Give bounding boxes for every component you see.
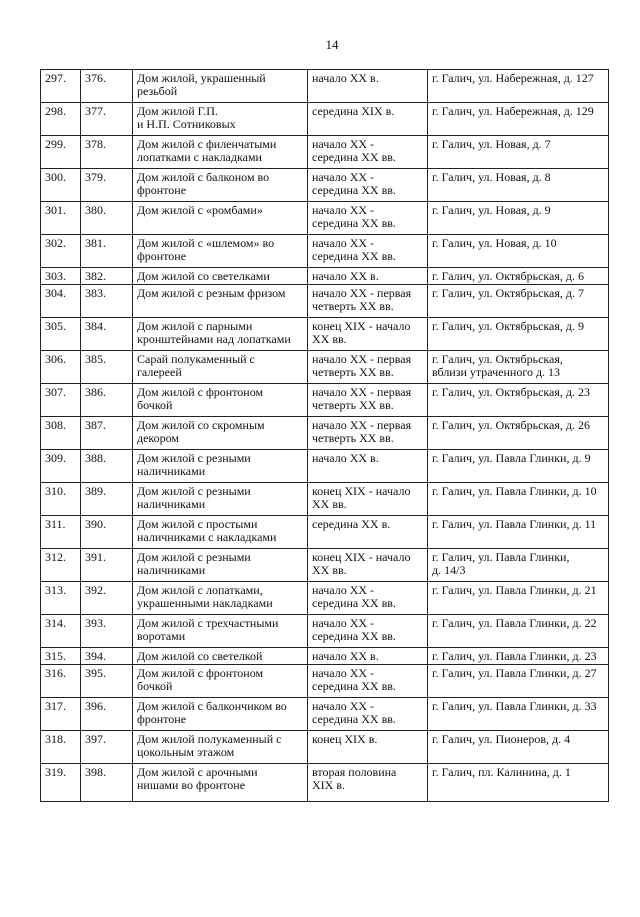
object-name-cell: Дом жилой со светелкой bbox=[133, 648, 308, 665]
registry-number-cell: 388. bbox=[81, 450, 133, 483]
table-row bbox=[41, 268, 609, 285]
row-number-cell: 299. bbox=[41, 136, 81, 169]
dating-cell: начало XX - первая четверть XX вв. bbox=[308, 417, 428, 450]
row-number-cell: 313. bbox=[41, 582, 81, 615]
row-number-cell: 314. bbox=[41, 615, 81, 648]
address-cell: г. Галич, ул. Павла Глинки, д. 23 bbox=[428, 648, 609, 665]
address-cell: г. Галич, ул. Октябрьская, д. 6 bbox=[428, 268, 609, 285]
registry-number-cell: 383. bbox=[81, 285, 133, 318]
registry-number-cell: 376. bbox=[81, 70, 133, 103]
dating-cell: начало XX - первая четверть XX вв. bbox=[308, 351, 428, 384]
table-body bbox=[41, 70, 609, 802]
table-row bbox=[41, 615, 609, 648]
registry-number-cell: 390. bbox=[81, 516, 133, 549]
registry-number-cell: 380. bbox=[81, 202, 133, 235]
object-name-cell: Дом жилой полукаменный с цокольным этажом bbox=[133, 731, 308, 764]
table-row bbox=[41, 582, 609, 615]
object-name-cell: Дом жилой с лопатками, украшенными накладками bbox=[133, 582, 308, 615]
dating-cell: начало XX в. bbox=[308, 648, 428, 665]
table-row bbox=[41, 103, 609, 136]
object-name-cell: Дом жилой со скромным декором bbox=[133, 417, 308, 450]
dating-cell: начало XX - середина XX вв. bbox=[308, 582, 428, 615]
object-name-cell: Дом жилой с балкончиком во фронтоне bbox=[133, 698, 308, 731]
registry-number-cell: 389. bbox=[81, 483, 133, 516]
table-row bbox=[41, 483, 609, 516]
row-number-cell: 310. bbox=[41, 483, 81, 516]
table-row bbox=[41, 235, 609, 268]
row-number-cell: 302. bbox=[41, 235, 81, 268]
object-name-cell: Дом жилой с филенчатыми лопатками с накладками bbox=[133, 136, 308, 169]
row-number-cell: 312. bbox=[41, 549, 81, 582]
object-name-cell: Дом жилой с фронтоном бочкой bbox=[133, 665, 308, 698]
registry-number-cell: 382. bbox=[81, 268, 133, 285]
dating-cell: начало XX - середина XX вв. bbox=[308, 169, 428, 202]
address-cell: г. Галич, ул. Павла Глинки, д. 22 bbox=[428, 615, 609, 648]
dating-cell: начало XX - первая четверть XX вв. bbox=[308, 384, 428, 417]
registry-number-cell: 377. bbox=[81, 103, 133, 136]
object-name-cell: Дом жилой с резными наличниками bbox=[133, 450, 308, 483]
row-number-cell: 311. bbox=[41, 516, 81, 549]
address-cell: г. Галич, ул. Октябрьская, вблизи утраченного д. 13 bbox=[428, 351, 609, 384]
registry-number-cell: 393. bbox=[81, 615, 133, 648]
dating-cell: середина XX в. bbox=[308, 516, 428, 549]
dating-cell: конец XIX в. bbox=[308, 731, 428, 764]
address-cell: г. Галич, ул. Павла Глинки, д. 14/3 bbox=[428, 549, 609, 582]
address-cell: г. Галич, ул. Октябрьская, д. 23 bbox=[428, 384, 609, 417]
row-number-cell: 317. bbox=[41, 698, 81, 731]
table-row bbox=[41, 698, 609, 731]
row-number-cell: 298. bbox=[41, 103, 81, 136]
registry-number-cell: 395. bbox=[81, 665, 133, 698]
object-name-cell: Дом жилой с «ромбами» bbox=[133, 202, 308, 235]
table-row bbox=[41, 136, 609, 169]
object-name-cell: Дом жилой с простыми наличниками с накладками bbox=[133, 516, 308, 549]
table-row bbox=[41, 731, 609, 764]
monuments-table bbox=[40, 69, 609, 802]
dating-cell: начало XX - середина XX вв. bbox=[308, 136, 428, 169]
address-cell: г. Галич, ул. Октябрьская, д. 26 bbox=[428, 417, 609, 450]
address-cell: г. Галич, ул. Новая, д. 8 bbox=[428, 169, 609, 202]
registry-number-cell: 396. bbox=[81, 698, 133, 731]
table-row bbox=[41, 169, 609, 202]
row-number-cell: 303. bbox=[41, 268, 81, 285]
row-number-cell: 315. bbox=[41, 648, 81, 665]
table-row bbox=[41, 285, 609, 318]
address-cell: г. Галич, ул. Новая, д. 7 bbox=[428, 136, 609, 169]
object-name-cell: Дом жилой, украшенный резьбой bbox=[133, 70, 308, 103]
dating-cell: начало XX в. bbox=[308, 450, 428, 483]
object-name-cell: Сарай полукаменный с галереей bbox=[133, 351, 308, 384]
row-number-cell: 316. bbox=[41, 665, 81, 698]
row-number-cell: 300. bbox=[41, 169, 81, 202]
dating-cell: начало XX - середина XX вв. bbox=[308, 615, 428, 648]
dating-cell: начало XX в. bbox=[308, 268, 428, 285]
dating-cell: начало XX - середина XX вв. bbox=[308, 202, 428, 235]
address-cell: г. Галич, ул. Павла Глинки, д. 33 bbox=[428, 698, 609, 731]
table-row bbox=[41, 318, 609, 351]
address-cell: г. Галич, ул. Набережная, д. 129 bbox=[428, 103, 609, 136]
object-name-cell: Дом жилой с резными наличниками bbox=[133, 483, 308, 516]
dating-cell: начало XX - первая четверть XX вв. bbox=[308, 285, 428, 318]
address-cell: г. Галич, ул. Набережная, д. 127 bbox=[428, 70, 609, 103]
address-cell: г. Галич, ул. Пионеров, д. 4 bbox=[428, 731, 609, 764]
object-name-cell: Дом жилой с резными наличниками bbox=[133, 549, 308, 582]
dating-cell: вторая половина XIX в. bbox=[308, 764, 428, 802]
dating-cell: конец XIX - начало XX вв. bbox=[308, 483, 428, 516]
table-row bbox=[41, 417, 609, 450]
registry-number-cell: 379. bbox=[81, 169, 133, 202]
registry-number-cell: 397. bbox=[81, 731, 133, 764]
registry-number-cell: 392. bbox=[81, 582, 133, 615]
registry-number-cell: 387. bbox=[81, 417, 133, 450]
table-row bbox=[41, 648, 609, 665]
object-name-cell: Дом жилой Г.П. и Н.П. Сотниковых bbox=[133, 103, 308, 136]
registry-number-cell: 384. bbox=[81, 318, 133, 351]
address-cell: г. Галич, ул. Новая, д. 10 bbox=[428, 235, 609, 268]
dating-cell: начало XX - середина XX вв. bbox=[308, 698, 428, 731]
registry-number-cell: 394. bbox=[81, 648, 133, 665]
page-number: 14 bbox=[325, 37, 339, 52]
registry-number-cell: 386. bbox=[81, 384, 133, 417]
address-cell: г. Галич, ул. Павла Глинки, д. 9 bbox=[428, 450, 609, 483]
object-name-cell: Дом жилой с арочными нишами во фронтоне bbox=[133, 764, 308, 802]
address-cell: г. Галич, ул. Павла Глинки, д. 11 bbox=[428, 516, 609, 549]
address-cell: г. Галич, ул. Новая, д. 9 bbox=[428, 202, 609, 235]
table-row bbox=[41, 202, 609, 235]
object-name-cell: Дом жилой со светелками bbox=[133, 268, 308, 285]
table-row bbox=[41, 665, 609, 698]
table-row bbox=[41, 384, 609, 417]
address-cell: г. Галич, пл. Калинина, д. 1 bbox=[428, 764, 609, 802]
registry-number-cell: 398. bbox=[81, 764, 133, 802]
table-row bbox=[41, 549, 609, 582]
row-number-cell: 307. bbox=[41, 384, 81, 417]
dating-cell: середина XIX в. bbox=[308, 103, 428, 136]
registry-number-cell: 385. bbox=[81, 351, 133, 384]
address-cell: г. Галич, ул. Павла Глинки, д. 10 bbox=[428, 483, 609, 516]
object-name-cell: Дом жилой с трехчастными воротами bbox=[133, 615, 308, 648]
dating-cell: начало XX - середина XX вв. bbox=[308, 235, 428, 268]
row-number-cell: 301. bbox=[41, 202, 81, 235]
address-cell: г. Галич, ул. Октябрьская, д. 9 bbox=[428, 318, 609, 351]
row-number-cell: 304. bbox=[41, 285, 81, 318]
row-number-cell: 308. bbox=[41, 417, 81, 450]
address-cell: г. Галич, ул. Октябрьская, д. 7 bbox=[428, 285, 609, 318]
dating-cell: конец XIX - начало XX вв. bbox=[308, 318, 428, 351]
object-name-cell: Дом жилой с парными кронштейнами над лопатками bbox=[133, 318, 308, 351]
row-number-cell: 297. bbox=[41, 70, 81, 103]
registry-number-cell: 378. bbox=[81, 136, 133, 169]
row-number-cell: 309. bbox=[41, 450, 81, 483]
object-name-cell: Дом жилой с фронтоном бочкой bbox=[133, 384, 308, 417]
table-row bbox=[41, 516, 609, 549]
dating-cell: начало XX - середина XX вв. bbox=[308, 665, 428, 698]
object-name-cell: Дом жилой с резным фризом bbox=[133, 285, 308, 318]
dating-cell: начало XX в. bbox=[308, 70, 428, 103]
row-number-cell: 319. bbox=[41, 764, 81, 802]
table-row bbox=[41, 70, 609, 103]
row-number-cell: 318. bbox=[41, 731, 81, 764]
table-row bbox=[41, 351, 609, 384]
object-name-cell: Дом жилой с балконом во фронтоне bbox=[133, 169, 308, 202]
table-row bbox=[41, 450, 609, 483]
dating-cell: конец XIX - начало XX вв. bbox=[308, 549, 428, 582]
registry-number-cell: 391. bbox=[81, 549, 133, 582]
row-number-cell: 305. bbox=[41, 318, 81, 351]
row-number-cell: 306. bbox=[41, 351, 81, 384]
object-name-cell: Дом жилой с «шлемом» во фронтоне bbox=[133, 235, 308, 268]
address-cell: г. Галич, ул. Павла Глинки, д. 27 bbox=[428, 665, 609, 698]
table-row bbox=[41, 764, 609, 802]
registry-number-cell: 381. bbox=[81, 235, 133, 268]
address-cell: г. Галич, ул. Павла Глинки, д. 21 bbox=[428, 582, 609, 615]
